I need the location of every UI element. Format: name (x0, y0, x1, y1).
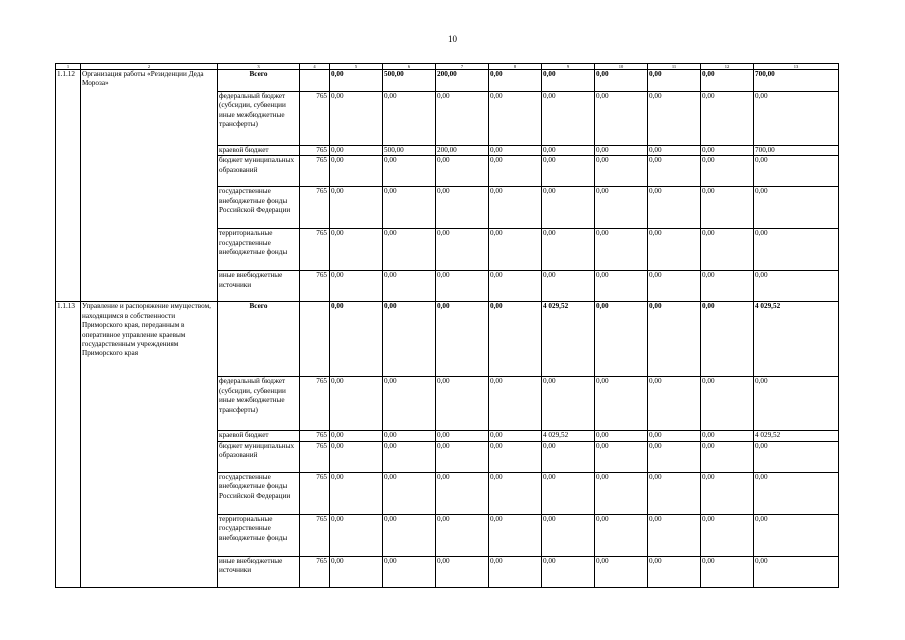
amount-cell: 0,00 (701, 377, 754, 431)
amount-cell: 0,00 (330, 556, 383, 587)
amount-cell: 0,00 (754, 92, 839, 146)
amount-cell: 0,00 (436, 229, 489, 271)
funding-source: федеральный бюджет (субсидии, субвенции иные межбюджетные трансферты) (218, 377, 300, 431)
amount-cell: 0,00 (648, 431, 701, 441)
amount-cell: 0,00 (648, 187, 701, 229)
amount-cell: 0,00 (595, 156, 648, 187)
header-col-number: 5 (330, 64, 383, 70)
amount-cell: 0,00 (489, 441, 542, 472)
amount-cell: 0,00 (701, 271, 754, 302)
activity-name: Управление и распоряжение имуществом, находящимся в собственности Приморского края, переданным в оперативное управление краевым государственным учреждениям Приморского края (81, 302, 218, 587)
amount-cell: 0,00 (701, 92, 754, 146)
amount-cell: 0,00 (489, 187, 542, 229)
header-col-number: 2 (81, 64, 218, 70)
amount-cell: 500,00 (383, 146, 436, 156)
amount-cell: 0,00 (648, 302, 701, 377)
amount-cell: 0,00 (330, 146, 383, 156)
amount-cell: 0,00 (436, 472, 489, 514)
amount-cell: 0,00 (648, 556, 701, 587)
amount-cell: 0,00 (330, 229, 383, 271)
amount-cell: 0,00 (436, 187, 489, 229)
grbs-code (300, 70, 330, 92)
amount-cell: 0,00 (489, 92, 542, 146)
amount-cell: 0,00 (595, 229, 648, 271)
amount-cell: 0,00 (595, 92, 648, 146)
amount-cell: 0,00 (754, 472, 839, 514)
amount-cell: 0,00 (383, 377, 436, 431)
funding-source: федеральный бюджет (субсидии, субвенции иные межбюджетные трансферты) (218, 92, 300, 146)
amount-cell: 0,00 (330, 302, 383, 377)
funding-source: краевой бюджет (218, 146, 300, 156)
amount-cell: 4 029,52 (542, 302, 595, 377)
amount-cell: 0,00 (595, 556, 648, 587)
amount-cell: 0,00 (436, 156, 489, 187)
amount-cell: 0,00 (648, 92, 701, 146)
amount-cell: 0,00 (595, 187, 648, 229)
amount-cell: 0,00 (436, 377, 489, 431)
amount-cell: 0,00 (489, 156, 542, 187)
amount-cell: 0,00 (648, 146, 701, 156)
amount-cell: 0,00 (701, 70, 754, 92)
funding-source: Всего (218, 302, 300, 377)
amount-cell: 0,00 (489, 377, 542, 431)
amount-cell: 0,00 (542, 472, 595, 514)
amount-cell: 0,00 (330, 187, 383, 229)
amount-cell: 0,00 (542, 271, 595, 302)
funding-source: Всего (218, 70, 300, 92)
amount-cell: 0,00 (436, 514, 489, 556)
amount-cell: 0,00 (330, 156, 383, 187)
amount-cell: 500,00 (383, 70, 436, 92)
amount-cell: 700,00 (754, 146, 839, 156)
header-col-number: 8 (489, 64, 542, 70)
budget-table (55, 63, 839, 588)
amount-cell: 0,00 (701, 302, 754, 377)
amount-cell: 0,00 (542, 229, 595, 271)
amount-cell: 0,00 (701, 556, 754, 587)
amount-cell: 0,00 (701, 156, 754, 187)
amount-cell: 0,00 (542, 70, 595, 92)
amount-cell: 0,00 (489, 271, 542, 302)
amount-cell: 0,00 (648, 156, 701, 187)
funding-source: краевой бюджет (218, 431, 300, 441)
amount-cell: 0,00 (701, 229, 754, 271)
amount-cell: 0,00 (330, 431, 383, 441)
amount-cell: 0,00 (436, 271, 489, 302)
header-col-number: 10 (595, 64, 648, 70)
amount-cell: 0,00 (595, 302, 648, 377)
amount-cell: 0,00 (754, 377, 839, 431)
amount-cell: 0,00 (542, 514, 595, 556)
amount-cell: 0,00 (648, 514, 701, 556)
grbs-code: 765 (300, 92, 330, 146)
grbs-code: 765 (300, 431, 330, 441)
activity-name: Организация работы «Резиденции Деда Мороза» (81, 70, 218, 302)
amount-cell: 0,00 (595, 271, 648, 302)
amount-cell: 0,00 (489, 472, 542, 514)
amount-cell: 0,00 (489, 146, 542, 156)
amount-cell: 0,00 (754, 187, 839, 229)
row-code: 1.1.13 (56, 302, 81, 587)
grbs-code: 765 (300, 556, 330, 587)
row-code: 1.1.12 (56, 70, 81, 302)
amount-cell: 0,00 (489, 431, 542, 441)
amount-cell: 0,00 (383, 302, 436, 377)
page-number: 10 (448, 34, 457, 44)
header-col-number: 11 (648, 64, 701, 70)
funding-source: государственные внебюджетные фонды Российской Федерации (218, 187, 300, 229)
amount-cell: 0,00 (542, 146, 595, 156)
amount-cell: 0,00 (436, 431, 489, 441)
header-col-number: 1 (56, 64, 81, 70)
table-row (56, 302, 839, 377)
amount-cell: 4 029,52 (754, 431, 839, 441)
amount-cell: 0,00 (701, 472, 754, 514)
amount-cell: 0,00 (595, 431, 648, 441)
grbs-code: 765 (300, 514, 330, 556)
amount-cell: 0,00 (701, 441, 754, 472)
amount-cell: 0,00 (648, 441, 701, 472)
amount-cell: 0,00 (754, 156, 839, 187)
header-col-number: 9 (542, 64, 595, 70)
amount-cell: 0,00 (383, 92, 436, 146)
funding-source: территориальные государственные внебюджетные фонды (218, 514, 300, 556)
amount-cell: 0,00 (489, 556, 542, 587)
amount-cell: 200,00 (436, 146, 489, 156)
grbs-code: 765 (300, 156, 330, 187)
amount-cell: 0,00 (754, 271, 839, 302)
amount-cell: 4 029,52 (754, 302, 839, 377)
amount-cell: 0,00 (648, 70, 701, 92)
header-col-number: 3 (218, 64, 300, 70)
amount-cell: 0,00 (701, 187, 754, 229)
amount-cell: 0,00 (330, 70, 383, 92)
amount-cell: 0,00 (489, 514, 542, 556)
amount-cell: 0,00 (542, 441, 595, 472)
amount-cell: 0,00 (648, 271, 701, 302)
grbs-code: 765 (300, 187, 330, 229)
amount-cell: 200,00 (436, 70, 489, 92)
amount-cell: 0,00 (330, 514, 383, 556)
funding-source: иные внебюджетные источники (218, 556, 300, 587)
amount-cell: 0,00 (383, 271, 436, 302)
amount-cell: 0,00 (754, 514, 839, 556)
amount-cell: 0,00 (489, 229, 542, 271)
header-col-number: 6 (383, 64, 436, 70)
grbs-code (300, 302, 330, 377)
amount-cell: 0,00 (595, 514, 648, 556)
amount-cell: 4 029,52 (542, 431, 595, 441)
table-row (56, 70, 839, 92)
amount-cell: 0,00 (383, 514, 436, 556)
funding-source: бюджет муниципальных образований (218, 156, 300, 187)
amount-cell: 700,00 (754, 70, 839, 92)
grbs-code: 765 (300, 271, 330, 302)
amount-cell: 0,00 (648, 377, 701, 431)
amount-cell: 0,00 (383, 441, 436, 472)
amount-cell: 0,00 (383, 556, 436, 587)
amount-cell: 0,00 (542, 556, 595, 587)
amount-cell: 0,00 (754, 556, 839, 587)
grbs-code: 765 (300, 377, 330, 431)
amount-cell: 0,00 (383, 229, 436, 271)
amount-cell: 0,00 (595, 441, 648, 472)
amount-cell: 0,00 (330, 441, 383, 472)
amount-cell: 0,00 (383, 187, 436, 229)
amount-cell: 0,00 (754, 441, 839, 472)
amount-cell: 0,00 (542, 156, 595, 187)
amount-cell: 0,00 (330, 472, 383, 514)
grbs-code: 765 (300, 229, 330, 271)
amount-cell: 0,00 (489, 70, 542, 92)
amount-cell: 0,00 (436, 556, 489, 587)
amount-cell: 0,00 (648, 472, 701, 514)
amount-cell: 0,00 (595, 146, 648, 156)
funding-source: иные внебюджетные источники (218, 271, 300, 302)
amount-cell: 0,00 (383, 472, 436, 514)
amount-cell: 0,00 (489, 302, 542, 377)
amount-cell: 0,00 (648, 229, 701, 271)
grbs-code: 765 (300, 472, 330, 514)
amount-cell: 0,00 (436, 302, 489, 377)
amount-cell: 0,00 (595, 472, 648, 514)
header-col-number: 12 (701, 64, 754, 70)
amount-cell: 0,00 (330, 271, 383, 302)
header-col-number: 4 (300, 64, 330, 70)
header-col-number: 7 (436, 64, 489, 70)
amount-cell: 0,00 (595, 70, 648, 92)
grbs-code: 765 (300, 146, 330, 156)
amount-cell: 0,00 (542, 377, 595, 431)
amount-cell: 0,00 (701, 514, 754, 556)
amount-cell: 0,00 (383, 156, 436, 187)
amount-cell: 0,00 (542, 92, 595, 146)
amount-cell: 0,00 (436, 92, 489, 146)
amount-cell: 0,00 (754, 229, 839, 271)
amount-cell: 0,00 (595, 377, 648, 431)
funding-source: бюджет муниципальных образований (218, 441, 300, 472)
amount-cell: 0,00 (383, 431, 436, 441)
funding-source: территориальные государственные внебюджетные фонды (218, 229, 300, 271)
amount-cell: 0,00 (701, 431, 754, 441)
amount-cell: 0,00 (436, 441, 489, 472)
amount-cell: 0,00 (330, 377, 383, 431)
amount-cell: 0,00 (542, 187, 595, 229)
amount-cell: 0,00 (701, 146, 754, 156)
header-col-number: 13 (754, 64, 839, 70)
amount-cell: 0,00 (330, 92, 383, 146)
funding-source: государственные внебюджетные фонды Российской Федерации (218, 472, 300, 514)
grbs-code: 765 (300, 441, 330, 472)
